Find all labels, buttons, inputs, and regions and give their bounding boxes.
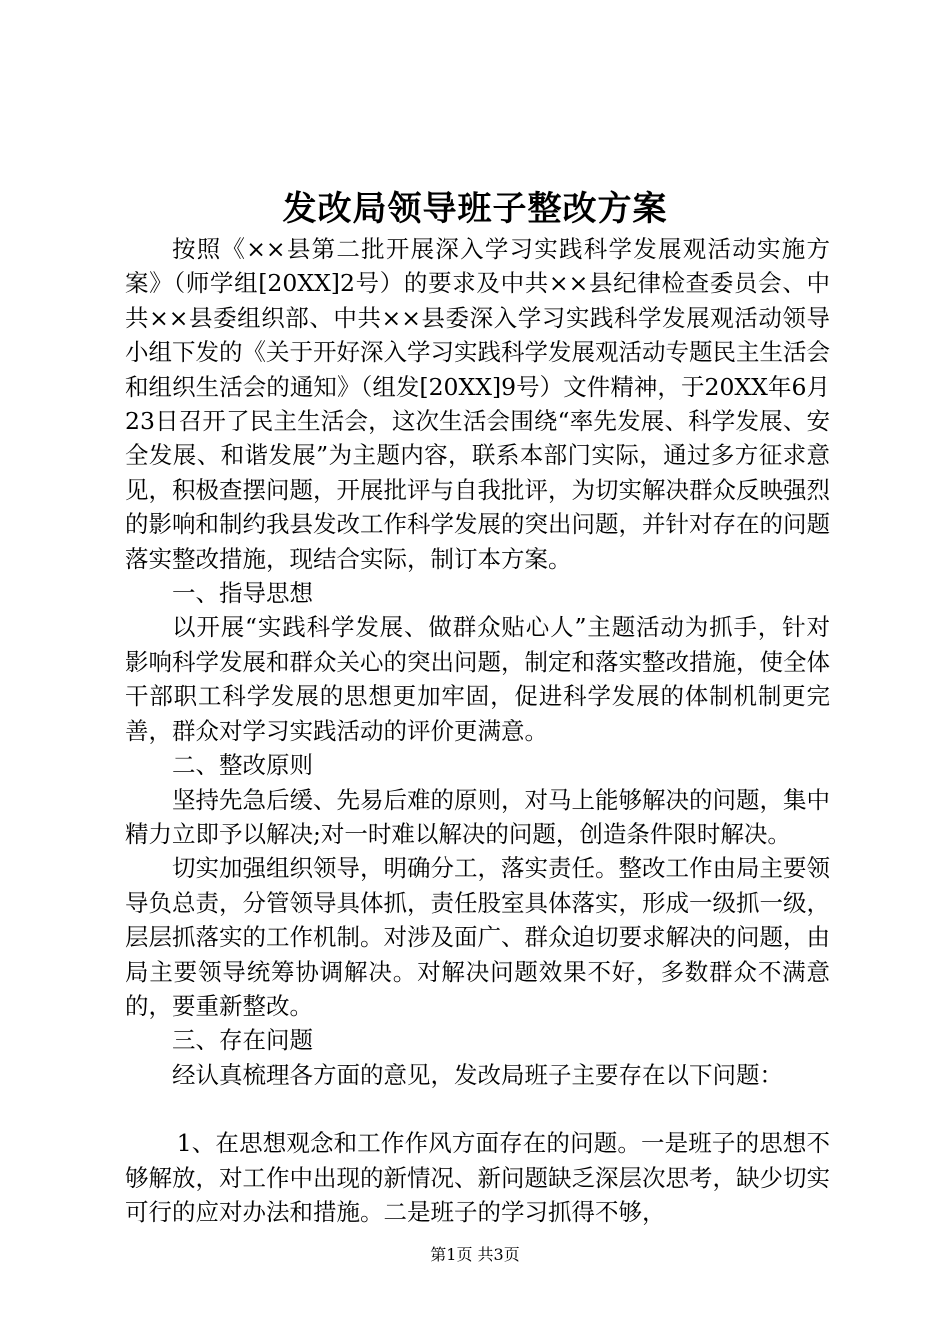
paragraph-principle-1: 坚持先急后缓、先易后难的原则，对马上能够解决的问题，集中精力立即予以解决;对一时难以解决的问题，创造条件限时解决。 — [125, 785, 830, 848]
paragraph-intro: 按照《××县第二批开展深入学习实践科学发展观活动实施方案》（师学组[20XX]2号）的要求及中共××县纪律检查委员会、中共××县委组织部、中共××县委深入学习实践科学发展观活动领导小组下发的《关于开好深入学习实践科学发展观活动专题民主生活会和组织生活会的通知》（组发[20XX]9号）文件精神，于20XX年6月23日召开了民主生活会，这次生活会围绕“率先发展、科学发展、安全发展、和谐发展”为主题内容，联系本部门实际，通过多方征求意见，积极查摆问题，开展批评与自我批评，为切实解决群众反映强烈的影响和制约我县发改工作科学发展的突出问题，并针对存在的问题落实整改措施，现结合实际，制订本方案。 — [125, 235, 830, 573]
document-title: 发改局领导班子整改方案 — [282, 189, 668, 229]
paragraph-principle-2: 切实加强组织领导，明确分工，落实责任。整改工作由局主要领导负总责，分管领导具体抓，责任股室具体落实，形成一级抓一级，层层抓落实的工作机制。对涉及面广、群众迫切要求解决的问题，由局主要领导统筹协调解决。对解决问题效果不好，多数群众不满意的，要重新整改。 — [125, 854, 830, 1020]
paragraph-problems-intro: 经认真梳理各方面的意见，发改局班子主要存在以下问题： — [172, 1060, 783, 1089]
section-heading-problems: 三、存在问题 — [172, 1026, 313, 1055]
paragraph-problem-1: 1、在思想观念和工作作风方面存在的问题。一是班子的思想不够解放，对工作中出现的新情况、新问题缺乏深层次思考，缺少切实可行的应对办法和措施。二是班子的学习抓得不够， — [125, 1129, 830, 1226]
section-heading-guiding-ideology: 一、指导思想 — [172, 579, 313, 608]
paragraph-guiding-ideology: 以开展“实践科学发展、做群众贴心人”主题活动为抓手，针对影响科学发展和群众关心的突出问题，制定和落实整改措施，使全体干部职工科学发展的思想更加牢固，促进科学发展的体制机制更完善，群众对学习实践活动的评价更满意。 — [125, 613, 830, 745]
document-body — [125, 232, 830, 1229]
page-number: 第1页 共3页 — [430, 1245, 520, 1264]
section-heading-principles: 二、整改原则 — [172, 751, 313, 780]
